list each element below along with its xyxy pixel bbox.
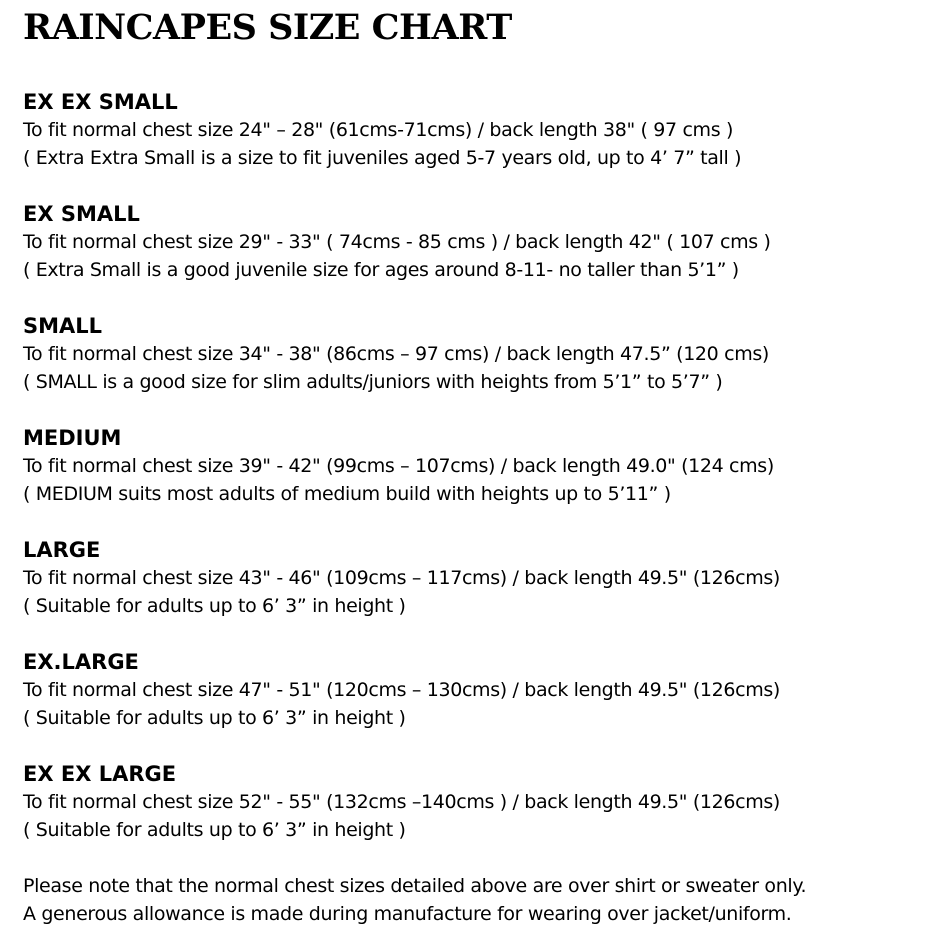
footer-note-line: Please note that the normal chest sizes detailed above are over shirt or sweater only. bbox=[23, 875, 807, 897]
size-name: EX SMALL bbox=[23, 202, 140, 226]
footer-note-line: A generous allowance is made during manufacture for wearing over jacket/uniform. bbox=[23, 903, 792, 925]
size-fit-description: To fit normal chest size 34" - 38" (86cms – 97 cms) / back length 47.5” (120 cms) bbox=[23, 343, 769, 365]
page-title: RAINCAPES SIZE CHART bbox=[23, 7, 512, 48]
size-name: EX.LARGE bbox=[23, 650, 139, 674]
size-name: EX EX LARGE bbox=[23, 762, 177, 786]
size-note: ( SMALL is a good size for slim adults/juniors with heights from 5’1” to 5’7” ) bbox=[23, 371, 723, 393]
footer-note bbox=[23, 872, 933, 928]
size-chart-document bbox=[23, 0, 933, 928]
size-list bbox=[23, 88, 933, 844]
size-note: ( Suitable for adults up to 6’ 3” in height ) bbox=[23, 819, 406, 841]
size-name: LARGE bbox=[23, 538, 101, 562]
size-note: ( Extra Small is a good juvenile size for ages around 8-11- no taller than 5’1” ) bbox=[23, 259, 739, 281]
size-note: ( Extra Extra Small is a size to fit juveniles aged 5-7 years old, up to 4’ 7” tall ) bbox=[23, 147, 742, 169]
size-note: ( Suitable for adults up to 6’ 3” in height ) bbox=[23, 595, 406, 617]
size-fit-description: To fit normal chest size 39" - 42" (99cms – 107cms) / back length 49.0" (124 cms) bbox=[23, 455, 774, 477]
size-name: MEDIUM bbox=[23, 426, 122, 450]
size-note: ( Suitable for adults up to 6’ 3” in height ) bbox=[23, 707, 406, 729]
size-entry-ex-large bbox=[23, 648, 933, 732]
size-fit-description: To fit normal chest size 29" - 33" ( 74cms - 85 cms ) / back length 42" ( 107 cms ) bbox=[23, 231, 771, 253]
size-name: SMALL bbox=[23, 314, 103, 338]
size-note: ( MEDIUM suits most adults of medium build with heights up to 5’11” ) bbox=[23, 483, 671, 505]
size-fit-description: To fit normal chest size 43" - 46" (109cms – 117cms) / back length 49.5" (126cms) bbox=[23, 567, 780, 589]
size-entry-ex-ex-large bbox=[23, 760, 933, 844]
size-fit-description: To fit normal chest size 52" - 55" (132cms –140cms ) / back length 49.5" (126cms) bbox=[23, 791, 780, 813]
size-name: EX EX SMALL bbox=[23, 90, 178, 114]
size-entry-medium bbox=[23, 424, 933, 508]
size-entry-large bbox=[23, 536, 933, 620]
size-fit-description: To fit normal chest size 47" - 51" (120cms – 130cms) / back length 49.5" (126cms) bbox=[23, 679, 780, 701]
size-entry-small bbox=[23, 312, 933, 396]
size-fit-description: To fit normal chest size 24" – 28" (61cms-71cms) / back length 38" ( 97 cms ) bbox=[23, 119, 734, 141]
size-entry-ex-ex-small bbox=[23, 88, 933, 172]
size-entry-ex-small bbox=[23, 200, 933, 284]
